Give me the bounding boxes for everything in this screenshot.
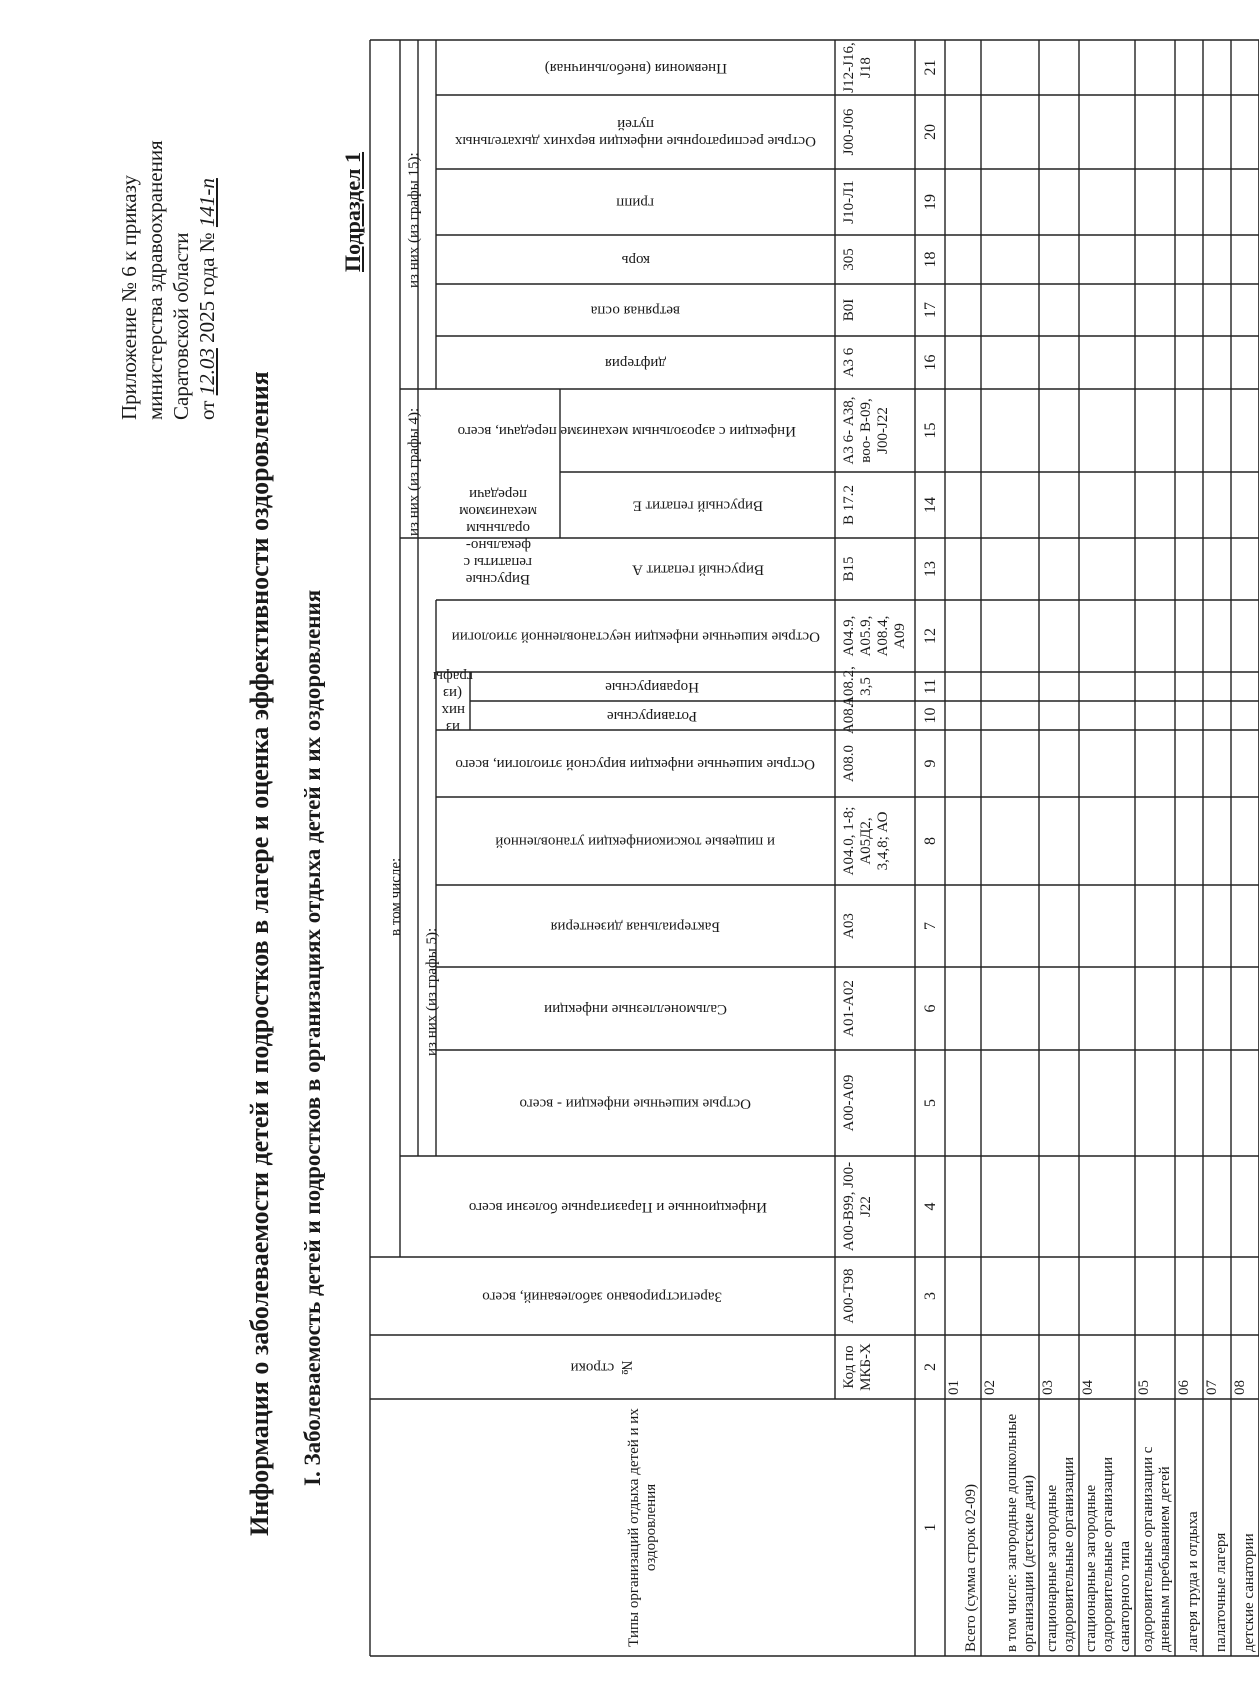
column-code-12 — [835, 600, 915, 672]
column-number-13 — [915, 538, 945, 600]
column-number-14-text: 14 — [921, 497, 939, 513]
column-number-9-text: 9 — [921, 759, 939, 768]
column-header-3-text: Зарегистрировано заболеваний, всего — [482, 1288, 723, 1305]
column-code-6-text: А01-А02 — [841, 980, 857, 1037]
column-header-18-text: корь — [621, 252, 650, 268]
column-header-8 — [436, 797, 835, 885]
header-line-3: Саратовской области — [169, 232, 193, 420]
column-code-5-text: А00-А09 — [841, 1074, 857, 1132]
banner-from-col8-text: из них (из графы — [432, 668, 474, 735]
header-line-1: Приложение № 6 к приказу — [117, 175, 141, 420]
column-number-6-text: 6 — [921, 1004, 939, 1013]
column-number-3 — [915, 1257, 945, 1335]
column-header-10-text: Ротавирусные — [607, 708, 698, 724]
table-row-label: в том числе: загородные дошкольные организации (детские дачи) — [1004, 1413, 1037, 1652]
column-code-13 — [835, 538, 915, 600]
column-header-12 — [436, 600, 835, 672]
column-number-1-text: 1 — [921, 1523, 939, 1532]
column-header-15-text: Инфекции с аэрозольным механизме передачи, всего — [457, 423, 796, 439]
column-code-9 — [835, 730, 915, 797]
column-number-2-text: 2 — [921, 1363, 939, 1371]
column-number-11 — [915, 672, 945, 701]
column-number-9 — [915, 730, 945, 797]
column-number-21-text: 21 — [921, 59, 939, 76]
column-header-20 — [436, 95, 835, 169]
column-header-5-text: Острые кишечные инфекции - всего — [519, 1095, 752, 1112]
column-code-16-text: А3 6 — [841, 347, 857, 378]
column-header-15 — [418, 389, 835, 472]
table-row-label: детские санатории — [1241, 1533, 1257, 1652]
column-number-19-text: 19 — [921, 194, 939, 210]
column-number-6 — [915, 967, 945, 1050]
banner-from-col5: из них (из графы 5): — [424, 927, 440, 1056]
column-number-12 — [915, 600, 945, 672]
column-code-3-text: А00-Т98 — [841, 1268, 857, 1324]
column-header-2 — [370, 1335, 835, 1399]
table-row-code: 02 — [982, 1380, 998, 1395]
table-row-code: 07 — [1204, 1380, 1220, 1395]
column-code-5 — [835, 1050, 915, 1156]
column-code-13-text: В15 — [841, 556, 857, 582]
table-row-code: 04 — [1080, 1380, 1096, 1395]
column-header-14-text: Вирусный гепатит Е — [632, 497, 763, 514]
column-code-15-text: А3 6- А38, воо- В-09, J00-J22 — [841, 396, 891, 465]
banner-from-col4: из них (из графы 4): — [406, 407, 422, 536]
column-code-9-text: А08.0 — [841, 744, 857, 783]
table-row-code: 08 — [1232, 1380, 1248, 1395]
column-number-4-text: 4 — [921, 1202, 939, 1211]
table-row-code: 06 — [1176, 1380, 1192, 1395]
header-line-4 — [194, 178, 220, 420]
column-code-18 — [835, 235, 915, 284]
table-row-label: Всего (сумма строк 02-09) — [963, 1483, 979, 1652]
column-number-16-text: 16 — [921, 354, 939, 371]
column-header-9-text: Острые кишечные инфекции вирусной этиологии, всего — [455, 756, 816, 772]
column-header-1-text: Типы организаций отдыха детей и их оздоровления — [625, 1408, 659, 1647]
column-code-20 — [835, 95, 915, 169]
column-code-14 — [835, 472, 915, 538]
column-number-10 — [915, 701, 945, 730]
section-title: I. Заболеваемость детей и подростков в организациях отдыха детей и их оздоровления — [300, 589, 325, 1486]
hepatitis-group-header — [436, 472, 560, 600]
column-header-17 — [436, 284, 835, 336]
column-number-18-text: 18 — [921, 251, 939, 268]
column-number-11-text: 11 — [921, 678, 939, 695]
table-row-code: 01 — [946, 1380, 962, 1395]
column-header-3 — [370, 1257, 835, 1335]
column-code-7-text: А03 — [841, 913, 857, 939]
column-number-13-text: 13 — [921, 561, 939, 577]
column-number-16 — [915, 336, 945, 389]
table-row-label: палаточные лагеря — [1213, 1532, 1229, 1652]
column-header-16 — [436, 336, 835, 389]
column-number-4 — [915, 1156, 945, 1257]
column-code-17-text: В0I — [841, 298, 857, 322]
column-number-1 — [915, 1399, 945, 1656]
header-year: 2025 — [195, 300, 219, 343]
column-header-13-text: Вирусный гепатит А — [631, 561, 764, 578]
column-code-21-text: J12-J16, J18 — [841, 42, 874, 93]
subsection-label: Подраздел 1 — [340, 151, 365, 272]
column-code-19 — [835, 169, 915, 235]
column-code-2-text: Код по МКБ-Х — [841, 1343, 874, 1391]
header-year-word: года № — [195, 232, 219, 296]
column-code-6 — [835, 967, 915, 1050]
column-header-12-text: Острые кишечные инфекции неустановленной этиологии — [451, 628, 820, 645]
header-date-prefix: от — [195, 400, 219, 420]
banner-from-col15: из них (из графы 15): — [406, 152, 422, 288]
table-row-code: 03 — [1040, 1380, 1056, 1395]
header-date-handwritten: 12.03 — [195, 348, 219, 396]
column-number-15 — [915, 389, 945, 472]
column-header-4 — [400, 1156, 835, 1257]
header-line-2: министерства здравоохранения — [143, 140, 167, 420]
column-code-2 — [835, 1335, 915, 1399]
column-number-12-text: 12 — [921, 628, 939, 644]
column-header-14 — [560, 472, 835, 538]
column-header-9 — [436, 730, 835, 797]
column-number-20 — [915, 95, 945, 169]
column-number-14 — [915, 472, 945, 538]
column-code-8-text: А04.0, 1-8; А05Д2, 3,4,8; АО — [841, 806, 891, 876]
column-number-15-text: 15 — [921, 422, 939, 439]
column-number-21 — [915, 40, 945, 95]
column-header-20-text: Острые респираторные инфекции верхних дыхательных путей — [454, 116, 817, 149]
column-code-21 — [835, 40, 915, 95]
column-code-10-text: А08.1 — [841, 696, 857, 735]
column-code-4 — [835, 1156, 915, 1257]
column-number-18 — [915, 235, 945, 284]
column-code-11 — [835, 666, 915, 707]
column-header-7-text: Бактериальная дизентерия — [550, 918, 721, 935]
column-number-7-text: 7 — [921, 922, 939, 930]
column-header-17-text: ветряная оспа — [590, 302, 681, 319]
column-code-17 — [835, 284, 915, 336]
column-code-8 — [835, 797, 915, 885]
column-header-21 — [436, 40, 835, 95]
column-header-5 — [436, 1050, 835, 1156]
column-header-7 — [436, 885, 835, 967]
column-number-5 — [915, 1050, 945, 1156]
table-row-label: лагеря труда и отдыха — [1185, 1511, 1201, 1652]
column-header-6 — [436, 967, 835, 1050]
column-header-18 — [436, 235, 835, 284]
document-title: Информация о заболеваемости детей и подростков в лагере и оценка эффективности оздоровления — [245, 371, 274, 1536]
column-header-19-text: грипп — [616, 194, 655, 211]
column-header-11 — [470, 672, 835, 701]
column-header-2-text: № строки — [570, 1359, 635, 1376]
column-code-20-text: J00-J06 — [841, 108, 857, 156]
column-header-8-text: и пищевые токсикоинфекции утановленной — [495, 833, 776, 850]
column-number-3-text: 3 — [921, 1292, 939, 1300]
column-number-2 — [915, 1335, 945, 1399]
column-code-3 — [835, 1257, 915, 1335]
column-header-13 — [560, 538, 835, 600]
column-code-12-text: А04.9, А05.9, А08.4, А09 — [841, 615, 908, 657]
column-code-14-text: В 17.2 — [841, 485, 857, 526]
column-header-16-text: дифтерия — [604, 355, 667, 371]
column-number-17-text: 17 — [921, 302, 939, 318]
column-code-15 — [835, 389, 915, 472]
column-code-7 — [835, 885, 915, 967]
column-number-17 — [915, 284, 945, 336]
column-number-8 — [915, 797, 945, 885]
column-number-8-text: 8 — [921, 837, 939, 845]
column-code-4-text: А00-В99, J00-J22 — [841, 1161, 874, 1252]
column-code-11-text: А08.2, 3,5 — [841, 666, 874, 707]
table-row-label: стационарные загородные оздоровительные организации — [1044, 1457, 1077, 1652]
table-row-label: оздоровительные организации с дневным пребыванием детей — [1140, 1446, 1173, 1652]
column-code-16 — [835, 336, 915, 389]
banner-from-col8 — [432, 668, 474, 735]
column-number-7 — [915, 885, 945, 967]
column-code-19-text: J10-Л1 — [841, 180, 857, 224]
column-header-4-text: Инфекционные и Паразитарные болезни всего — [468, 1199, 767, 1215]
column-number-20-text: 20 — [921, 124, 939, 140]
column-number-19 — [915, 169, 945, 235]
column-header-21-text: Пневмония (внебольничная) — [544, 60, 727, 76]
banner-in-total: в том числе: — [388, 857, 404, 936]
column-number-10-text: 10 — [921, 707, 939, 724]
column-header-1 — [370, 1399, 915, 1656]
column-code-18-text: 305 — [841, 248, 857, 271]
column-number-5-text: 5 — [921, 1099, 939, 1107]
table-row-label: стационарные загородные оздоровительные организации санаторного типа — [1083, 1457, 1133, 1652]
column-header-11-text: Норавирусные — [605, 679, 700, 695]
column-header-6-text: Сальмонеллезные инфекции — [544, 1001, 727, 1017]
hepatitis-group-header-text: Вирусные гепатиты с фекально-оральным механизмом передачи — [459, 486, 537, 587]
table-row-code: 05 — [1136, 1380, 1152, 1395]
header-order-number: 141-п — [195, 178, 219, 228]
column-header-19 — [436, 169, 835, 235]
column-header-10 — [470, 701, 835, 730]
